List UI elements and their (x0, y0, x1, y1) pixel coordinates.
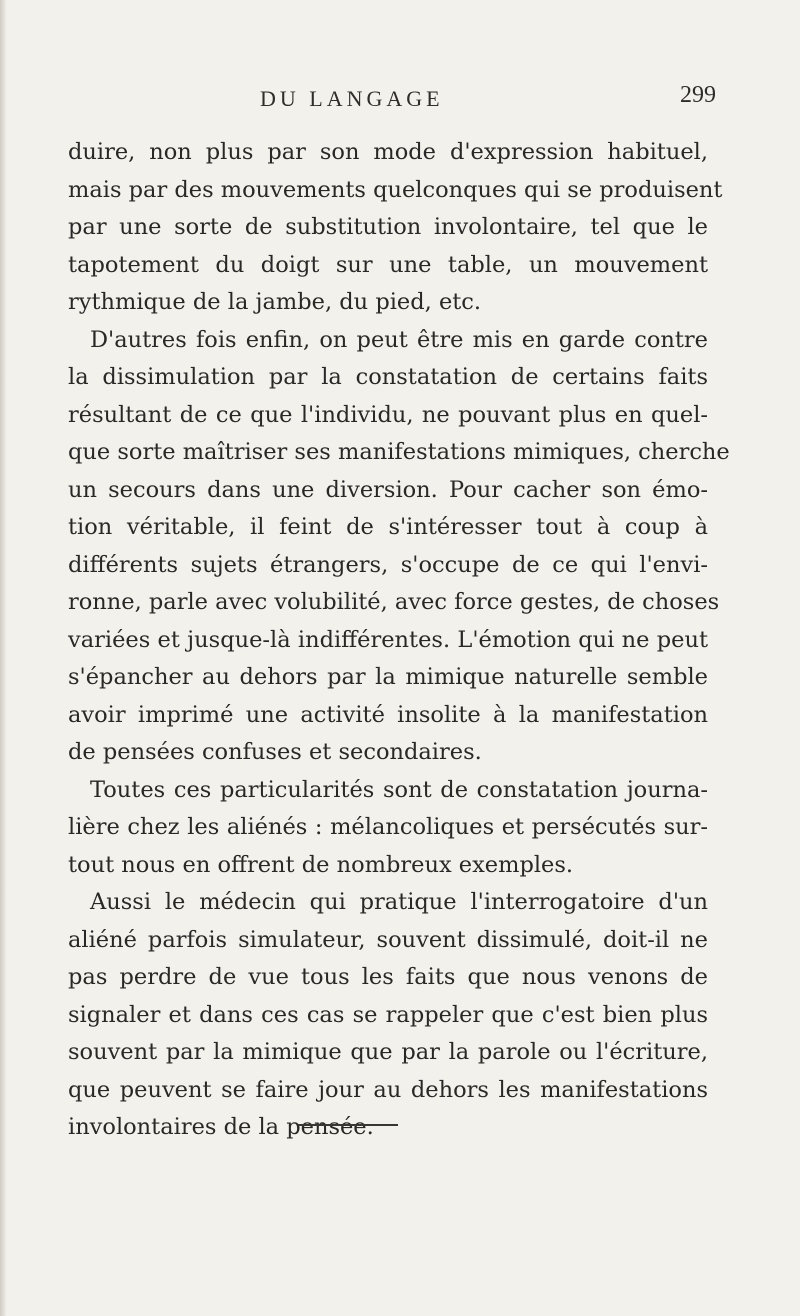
text-line: tapotement du doigt sur une table, un mouvement (68, 251, 708, 278)
text-line: ronne, parle avec volubilité, avec force gestes, de choses (68, 589, 720, 615)
paragraph-start-line: Toutes ces particularités sont de constatation journa- (90, 776, 708, 803)
paragraph-start-line: Aussi le médecin qui pratique l'interrogatoire d'un (90, 889, 708, 915)
text-line: tout nous en offrent de nombreux exemples. (68, 851, 574, 878)
text-line: par une sorte de substitution involontaire, tel que le (68, 214, 708, 240)
text-line: souvent par la mimique que par la parole ou l'écriture, (68, 1039, 708, 1065)
body-text (68, 134, 730, 1147)
page-number: 299 (680, 82, 716, 108)
text-line: de pensées confuses et secondaires. (68, 739, 482, 765)
text-line: s'épancher au dehors par la mimique naturelle semble (68, 664, 708, 690)
text-line: signaler et dans ces cas se rappeler que c'est bien plus (68, 1001, 708, 1028)
page-header (60, 82, 720, 120)
text-line: la dissimulation par la constatation de certains faits (68, 364, 708, 390)
text-line: différents sujets étrangers, s'occupe de ce qui l'envi- (68, 551, 708, 578)
page-edge-shadow (0, 0, 6, 1316)
text-line: pas perdre de vue tous les faits que nous venons de (68, 964, 708, 990)
text-line: que sorte maîtriser ses manifestations mimiques, cherche (68, 439, 730, 465)
text-line: avoir imprimé une activité insolite à la manifestation (68, 701, 708, 728)
text-line: mais par des mouvements quelconques qui se produisent (68, 176, 723, 203)
text-line: aliéné parfois simulateur, souvent dissimulé, doit-il ne (68, 926, 708, 953)
text-line: lière chez les aliénés : mélancoliques et persécutés sur- (68, 814, 708, 840)
running-title: DU LANGAGE (260, 86, 444, 111)
text-line: rythmique de la jambe, du pied, etc. (68, 289, 482, 315)
text-line: involontaires de la pensée. (68, 1114, 374, 1140)
text-line: résultant de ce que l'individu, ne pouvant plus en quel- (68, 401, 708, 428)
section-end-rule (298, 1124, 398, 1126)
text-line: variées et jusque-là indifférentes. L'émotion qui ne peut (68, 626, 708, 653)
text-line: un secours dans une diversion. Pour cacher son émo- (68, 476, 708, 503)
text-line: tion véritable, il feint de s'intéresser tout à coup à (68, 514, 708, 540)
text-line: duire, non plus par son mode d'expression habituel, (68, 139, 708, 165)
paragraph-start-line: D'autres fois enfin, on peut être mis en garde contre (90, 326, 708, 353)
text-line: que peuvent se faire jour au dehors les manifestations (68, 1076, 708, 1103)
